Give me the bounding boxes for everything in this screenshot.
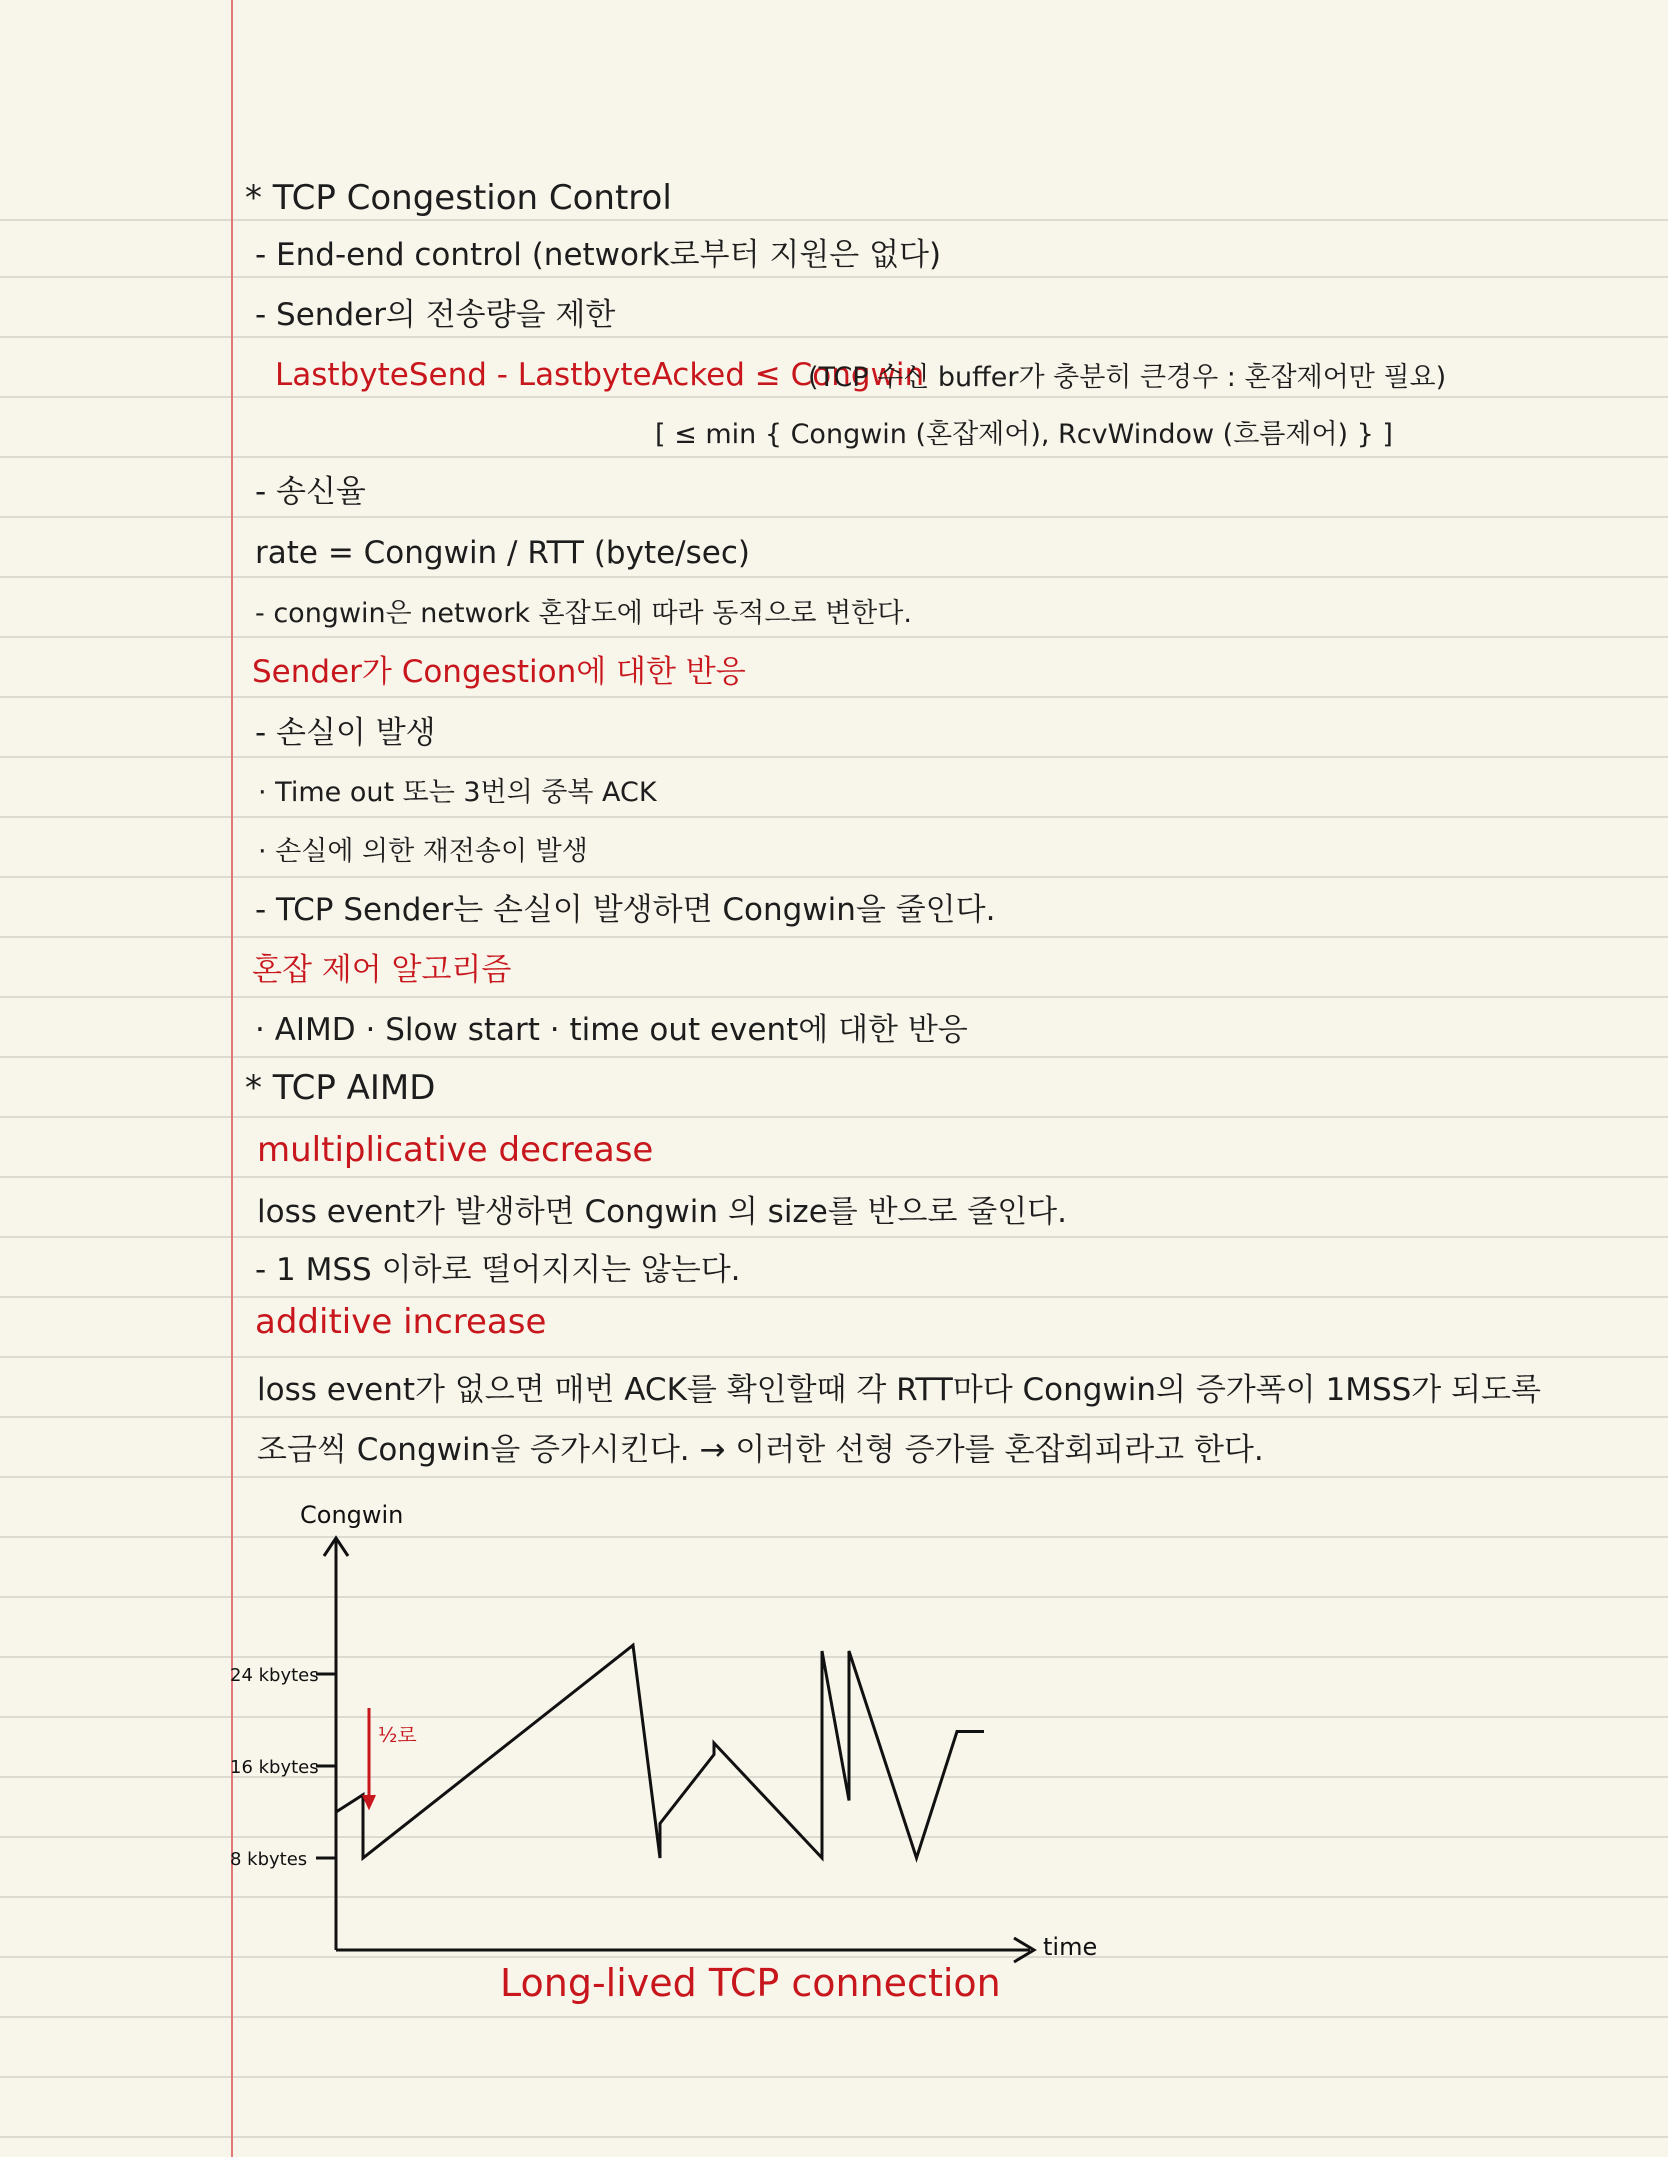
note-line: 조금씩 Congwin을 증가시킨다. → 이러한 선형 증가를 혼잡회피라고 한다. — [257, 1432, 1264, 1468]
algorithm-list: · AIMD · Slow start · time out event에 대한 반응 — [255, 1012, 968, 1048]
note-line: - 송신율 — [255, 474, 366, 510]
x-axis-label: time — [1043, 1933, 1098, 1961]
note-line: loss event가 발생하면 Congwin 의 size를 반으로 줄인다. — [257, 1194, 1067, 1230]
y-tick-label: 24 kbytes — [230, 1665, 319, 1686]
rate-formula: rate = Congwin / RTT (byte/sec) — [255, 535, 750, 571]
bullet-item: · 손실에 의한 재전송이 발생 — [258, 836, 588, 867]
chart-caption: Long-lived TCP connection — [500, 1961, 1001, 2005]
section-heading: 혼잡 제어 알고리즘 — [252, 952, 512, 988]
note-line: loss event가 없으면 매번 ACK를 확인할때 각 RTT마다 Congwin의 증가폭이 1MSS가 되도록 — [257, 1372, 1541, 1408]
formula-note: (TCP 수신 buffer가 충분히 큰경우 : 혼잡제어만 필요) — [808, 362, 1447, 393]
note-line: - TCP Sender는 손실이 발생하면 Congwin을 줄인다. — [255, 892, 996, 928]
formula-bound: [ ≤ min { Congwin (혼잡제어), RcvWindow (흐름제어) } ] — [655, 419, 1393, 450]
halving-annotation: ½로 — [378, 1723, 417, 1747]
y-tick-label: 16 kbytes — [230, 1757, 319, 1778]
bullet-item: · Time out 또는 3번의 중복 ACK — [258, 777, 657, 808]
halving-arrow-head — [363, 1795, 375, 1808]
y-tick-label: 8 kbytes — [230, 1849, 308, 1870]
formula: LastbyteSend - LastbyteAcked ≤ Congwin — [275, 357, 925, 393]
section-heading: additive increase — [255, 1302, 547, 1342]
congwin-series-line — [336, 1645, 984, 1858]
note-line: - 손실이 발생 — [255, 715, 436, 751]
y-axis-label: Congwin — [300, 1501, 404, 1529]
note-line: - Sender의 전송량을 제한 — [255, 297, 616, 333]
page-title: * TCP Congestion Control — [245, 178, 672, 218]
note-line: - congwin은 network 혼잡도에 따라 동적으로 변한다. — [255, 598, 912, 629]
note-line: - 1 MSS 이하로 떨어지지는 않는다. — [255, 1252, 741, 1288]
note-line: - End-end control (network로부터 지원은 없다) — [255, 237, 942, 273]
section-heading: multiplicative decrease — [257, 1130, 654, 1170]
page-title: * TCP AIMD — [245, 1068, 436, 1108]
section-heading: Sender가 Congestion에 대한 반응 — [252, 654, 746, 690]
